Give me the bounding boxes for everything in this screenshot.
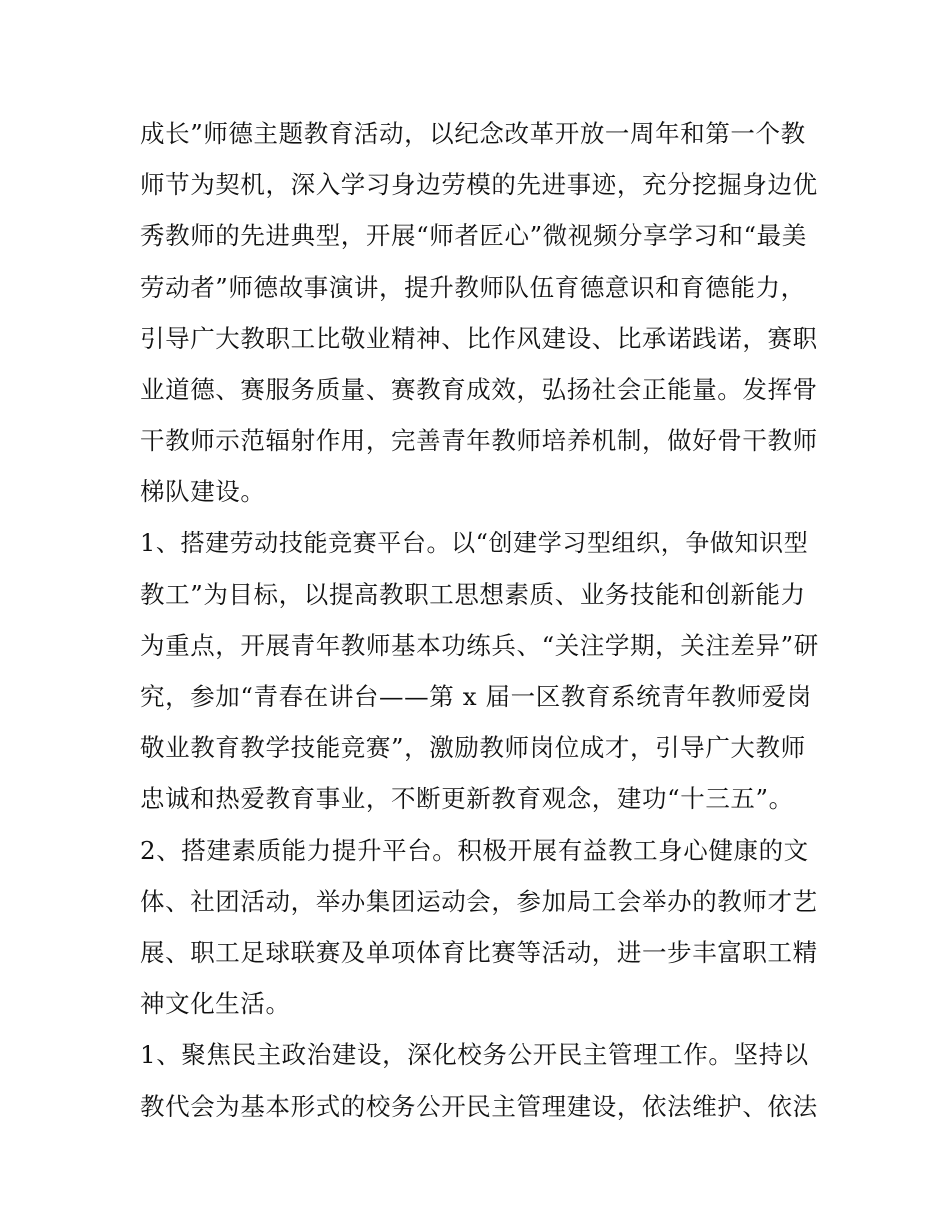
text-line: 究，参加“青春在讲台——第 x 届一区教育系统青年教师爱岗 (140, 682, 812, 712)
text-line: 敬业教育教学技能竞赛”，激励教师岗位成才，引导广大教师 (140, 733, 806, 763)
text-line: 教代会为基本形式的校务公开民主管理建设，依法维护、依法 (140, 1091, 818, 1121)
text-line: 神文化生活。 (140, 989, 291, 1019)
paragraph (140, 825, 820, 1030)
text-line: 1、搭建劳动技能竞赛平台。以“创建学习型组织，争做知识型 (140, 528, 809, 557)
text-line: 引导广大教职工比敬业精神、比作风建设、比承诺践诺，赛职 (140, 323, 818, 353)
text-line: 秀教师的先进典型，开展“师者匠心”微视频分享学习和“最美 (140, 221, 807, 251)
text-line: 展、职工足球联赛及单项体育比赛等活动，进一步丰富职工精 (140, 938, 818, 967)
text-line: 忠诚和热爱教育事业，不断更新教育观念，建功“十三五”。 (140, 784, 794, 814)
text-line: 师节为契机，深入学习身边劳模的先进事迹，充分挖掘身边优 (140, 170, 818, 200)
text-line: 成长”师德主题教育活动，以纪念改革开放一周年和第一个教 (140, 119, 806, 148)
paragraph (140, 518, 820, 825)
text-line: 教工”为目标，以提高教职工思想素质、业务技能和创新能力 (140, 579, 806, 609)
text-line: 1、聚焦民主政治建设，深化校务公开民主管理工作。坚持以 (140, 1040, 809, 1070)
text-line: 2、搭建素质能力提升平台。积极开展有益教工身心健康的文 (140, 835, 809, 865)
text-line: 业道德、赛服务质量、赛教育成效，弘扬社会正能量。发挥骨 (140, 374, 818, 404)
paragraph (140, 1029, 820, 1131)
document-body (140, 108, 820, 1132)
paragraph (140, 108, 820, 518)
text-line: 干教师示范辐射作用，完善青年教师培养机制，做好骨干教师 (140, 426, 818, 456)
text-line: 为重点，开展青年教师基本功练兵、“关注学期，关注差异”研 (140, 630, 819, 660)
text-line: 劳动者”师德故事演讲，提升教师队伍育德意识和育德能力， (140, 272, 806, 302)
text-line: 体、社团活动，举办集团运动会，参加局工会举办的教师才艺 (140, 886, 818, 916)
text-line: 梯队建设。 (140, 477, 266, 507)
